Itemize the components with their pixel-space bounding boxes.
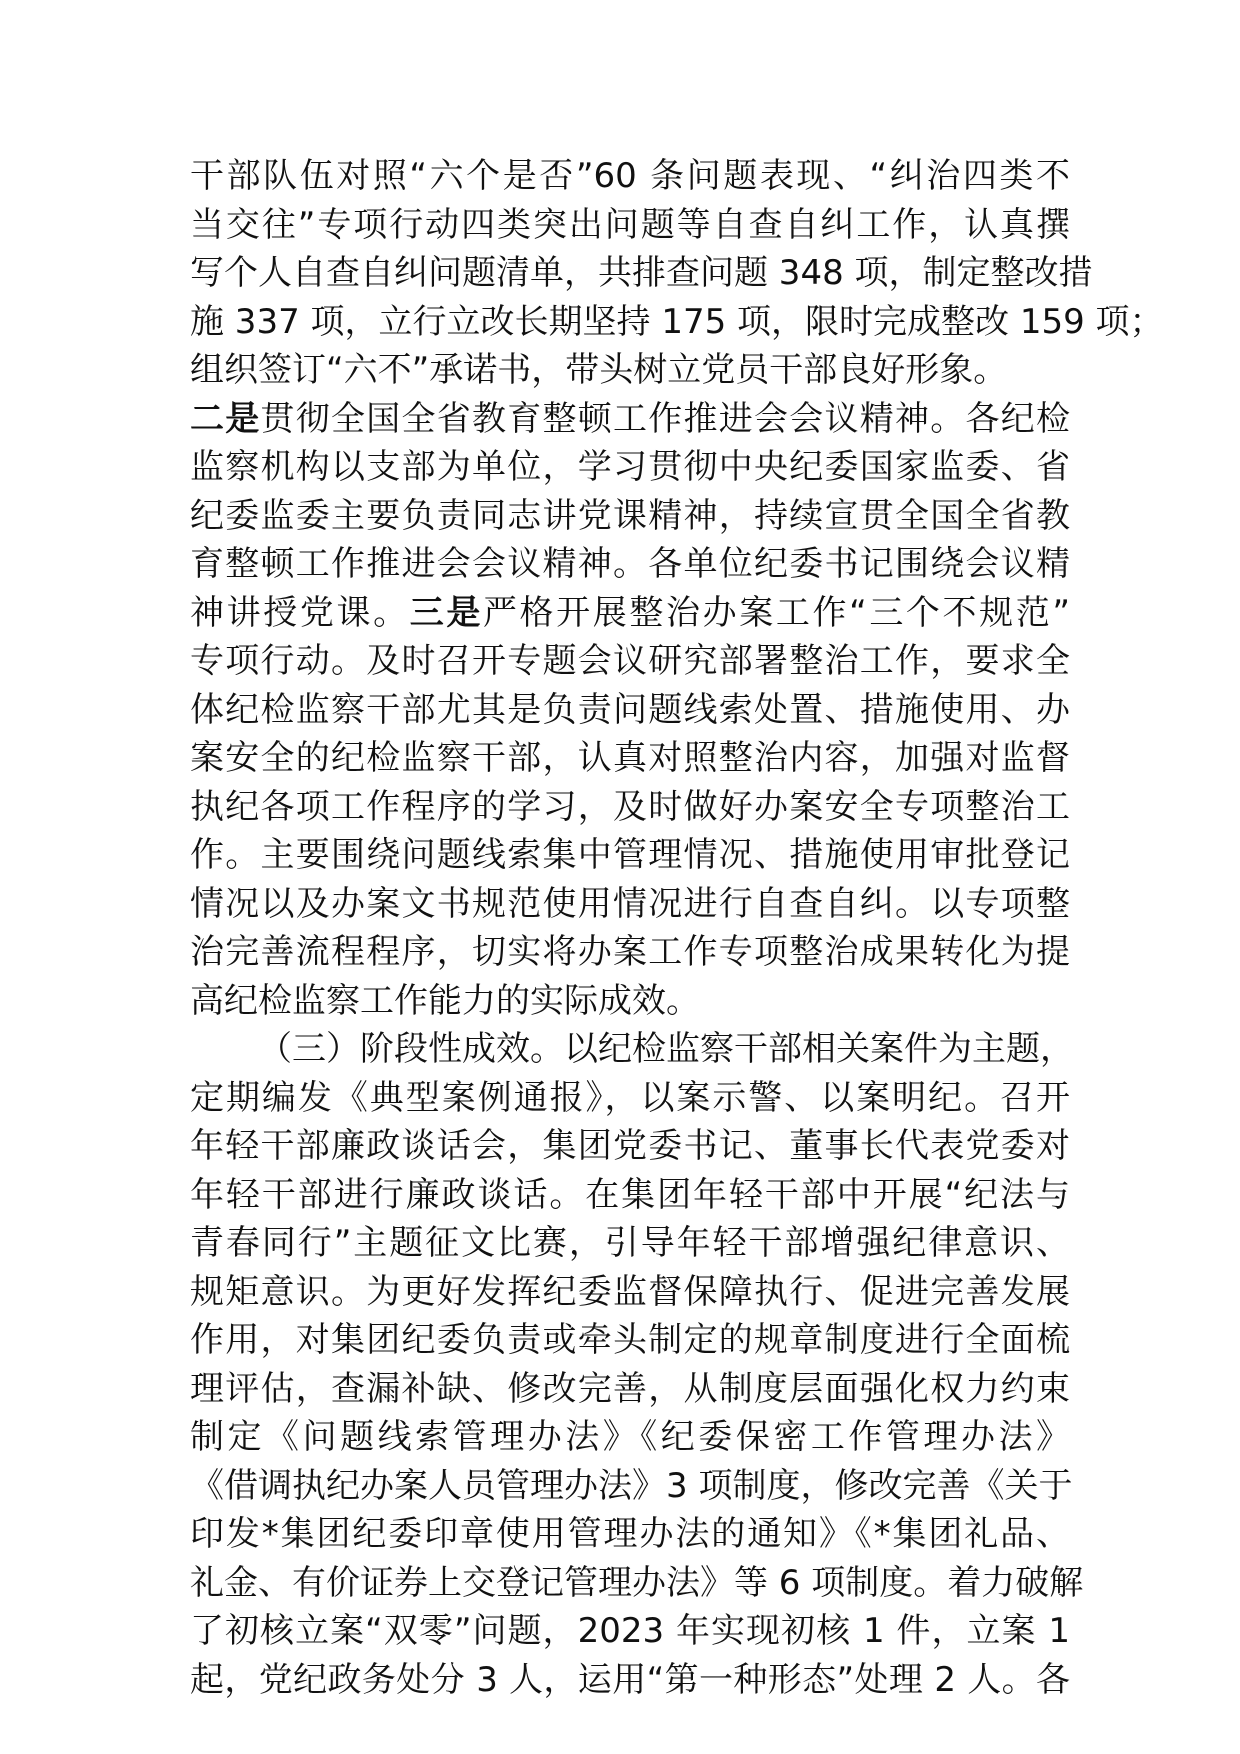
text-line: 施 337 项，立行立改长期坚持 175 项，限时完成整改 159 项； xyxy=(190,301,1164,342)
text-line: 情况以及办案文书规范使用情况进行自查自纠。以专项整 xyxy=(190,883,1070,924)
text-line: 体纪检监察干部尤其是负责问题线索处置、措施使用、办 xyxy=(190,689,1070,730)
text-line: 规矩意识。为更好发挥纪委监督保障执行、促进完善发展 xyxy=(190,1271,1070,1312)
document-body xyxy=(190,152,1164,1704)
text-line: 青春同行”主题征文比赛，引导年轻干部增强纪律意识、 xyxy=(190,1223,1070,1263)
text-line: 理评估，查漏补缺、修改完善，从制度层面强化权力约束 xyxy=(190,1368,1070,1409)
text-line: 写个人自查自纠问题清单，共排查问题 348 项，制定整改措 xyxy=(190,253,1093,293)
text-line: 年轻干部廉政谈话会，集团党委书记、董事长代表党委对 xyxy=(190,1126,1070,1166)
text-line: 纪委监委主要负责同志讲党课精神，持续宣贯全国全省教 xyxy=(190,495,1070,536)
text-line: 制定《问题线索管理办法》《纪委保密工作管理办法》 xyxy=(190,1417,1070,1457)
bold-marker: 二是 xyxy=(190,398,261,439)
text-line: 执纪各项工作程序的学习，及时做好办案安全专项整治工 xyxy=(190,786,1070,827)
text-line xyxy=(190,589,1070,638)
text-line: 《借调执纪办案人员管理办法》3 项制度，修改完善《关于 xyxy=(190,1465,1073,1506)
text-segment: 神讲授党课。 xyxy=(190,592,410,633)
text-line: 案安全的纪检监察干部，认真对照整治内容，加强对监督 xyxy=(190,738,1070,778)
text-line: 年轻干部进行廉政谈话。在集团年轻干部中开展“纪法与 xyxy=(190,1174,1070,1215)
text-line: 监察机构以支部为单位，学习贯彻中央纪委国家监委、省 xyxy=(190,447,1070,487)
text-line xyxy=(190,395,1070,444)
text-line: 组织签订“六不”承诺书，带头树立党员干部良好形象。 xyxy=(190,350,1008,390)
text-line: 治完善流程程序，切实将办案工作专项整治成果转化为提 xyxy=(190,932,1070,972)
text-line: 起，党纪政务处分 3 人，运用“第一种形态”处理 2 人。各 xyxy=(190,1659,1070,1700)
text-segment: 贯彻全国全省教育整顿工作推进会会议精神。各纪检 xyxy=(260,398,1070,439)
text-line: 当交往”专项行动四类突出问题等自查自纠工作，认真撰 xyxy=(190,204,1070,245)
text-line: 作用，对集团纪委负责或牵头制定的规章制度进行全面梳 xyxy=(190,1320,1070,1360)
text-line: （三）阶段性成效。以纪检监察干部相关案件为主题， xyxy=(258,1029,1074,1069)
text-line: 专项行动。及时召开专题会议研究部署整治工作，要求全 xyxy=(190,641,1070,681)
text-line: 定期编发《典型案例通报》，以案示警、以案明纪。召开 xyxy=(190,1077,1070,1118)
bold-marker: 三是 xyxy=(409,592,483,633)
text-line: 作。主要围绕问题线索集中管理情况、措施使用审批登记 xyxy=(190,835,1070,875)
text-segment: 严格开展整治办案工作“三个不规范” xyxy=(482,592,1071,633)
text-line: 干部队伍对照“六个是否”60 条问题表现、“纠治四类不 xyxy=(190,156,1070,196)
text-line: 印发*集团纪委印章使用管理办法的通知》《*集团礼品、 xyxy=(190,1514,1070,1554)
text-line: 了初核立案“双零”问题，2023 年实现初核 1 件，立案 1 xyxy=(190,1611,1070,1651)
text-line: 礼金、有价证券上交登记管理办法》等 6 项制度。着力破解 xyxy=(190,1562,1084,1603)
text-line: 育整顿工作推进会会议精神。各单位纪委书记围绕会议精 xyxy=(190,544,1070,584)
text-line: 高纪检监察工作能力的实际成效。 xyxy=(190,980,700,1021)
